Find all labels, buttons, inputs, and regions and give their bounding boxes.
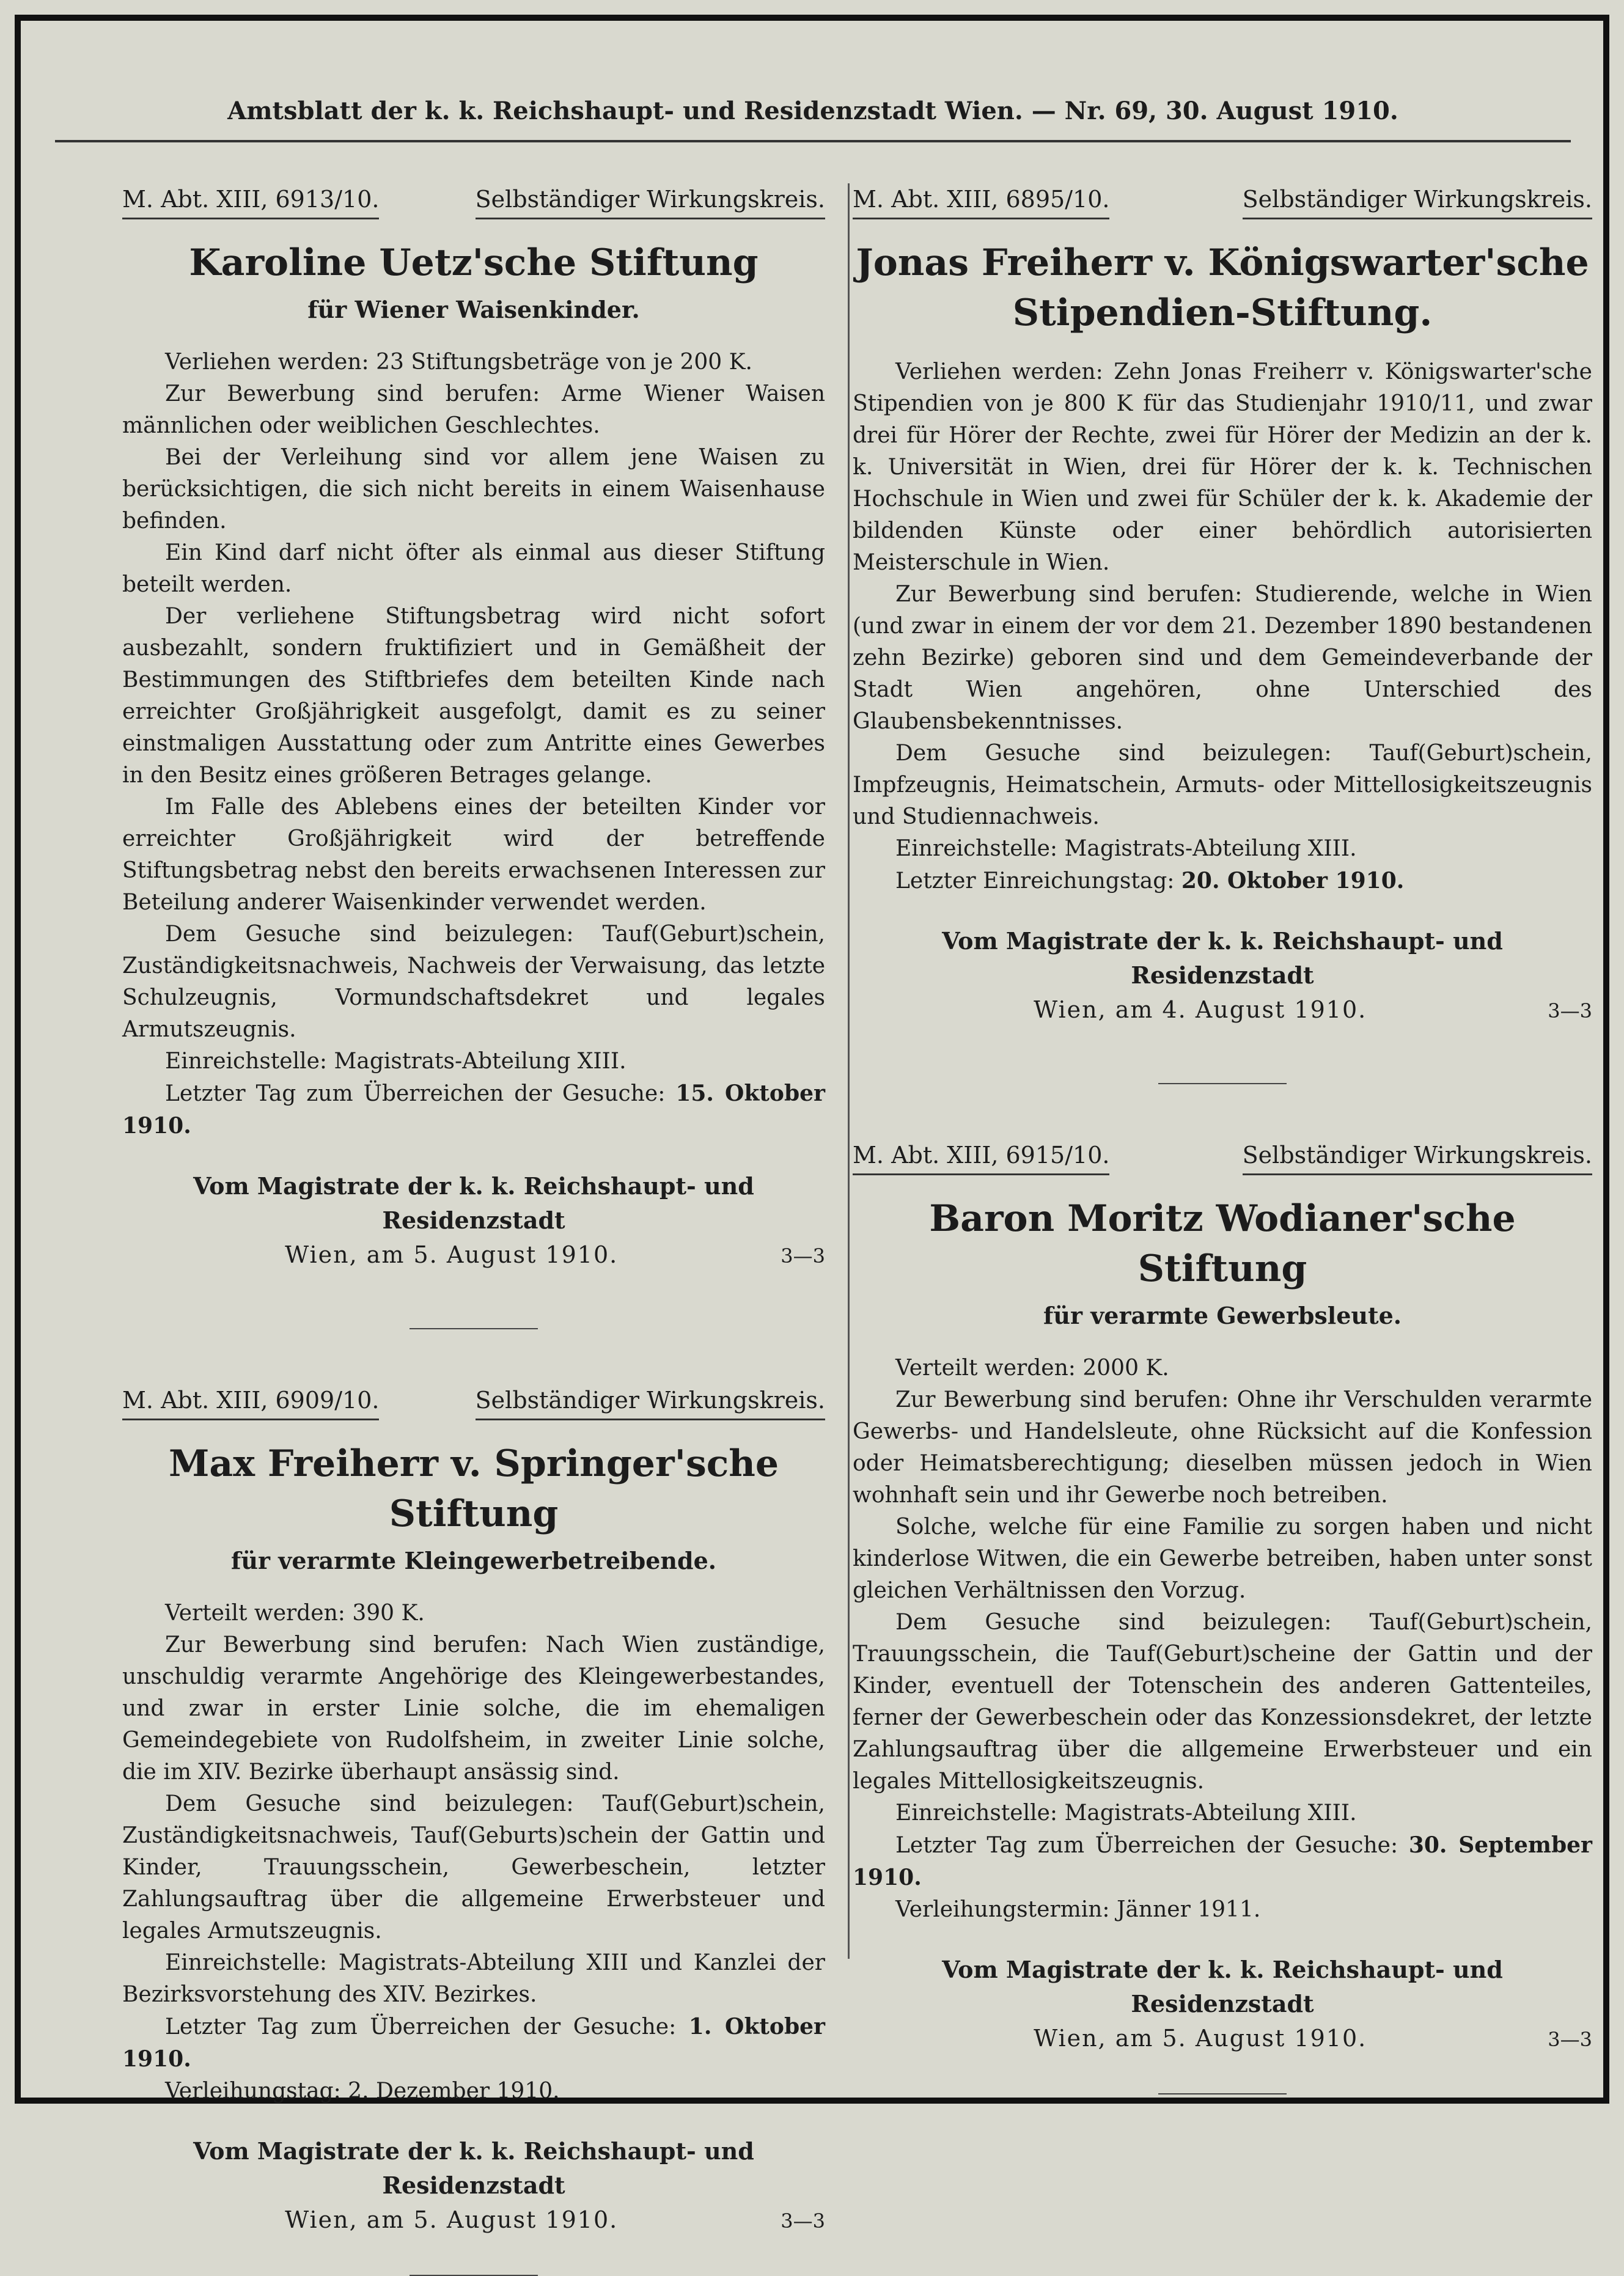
notice-subtitle: für verarmte Gewerbsleute.	[1043, 1302, 1402, 1329]
paragraph: Dem Gesuche sind beizulegen: Tauf(Geburt)schein, Impfzeugnis, Heimatschein, Armuts- oder Mittellosigkeitszeugnis und Studiennachweis.	[853, 741, 1592, 829]
place-date: Wien, am 4. August 1910.	[1034, 996, 1367, 1023]
paragraph: Einreichstelle: Magistrats-Abteilung XIII.	[165, 1049, 626, 1074]
notice-title: Karoline Uetz'sche Stiftung	[189, 241, 759, 284]
deadline-date: 30. September 1910.	[853, 1832, 1592, 1890]
issue-count: 3—3	[1548, 2028, 1592, 2051]
reference-number: M. Abt. XIII, 6909/10.	[122, 1384, 379, 1420]
signature-row	[853, 993, 1592, 1028]
place-date: Wien, am 5. August 1910.	[285, 1241, 619, 1268]
paragraph: Bei der Verleihung sind vor allem jene Waisen zu berücksichtigen, die sich nicht bereits in einem Waisenhause befinden.	[122, 445, 825, 534]
paragraph: Einreichstelle: Magistrats-Abteilung XIII und Kanzlei der Bezirksvorstehung des XIV. Bezirkes.	[122, 1950, 825, 2007]
place-date: Wien, am 5. August 1910.	[285, 2206, 619, 2233]
gazette-header: Amtsblatt der k. k. Reichshaupt- und Residenzstadt Wien. — Nr. 69, 30. August 1910.	[55, 97, 1571, 142]
deadline-label: Letzter Einreichungstag:	[895, 868, 1175, 894]
paragraph: Zur Bewerbung sind berufen: Nach Wien zuständige, unschuldig verarmte Angehörige des Kleingewerbestandes, und zwar in erster Linie solche, die im ehemaligen Gemeindegebiete von Rudolfsheim, in zweiter Linie solche, die im XIV. Bezirke überhaupt ansässig sind.	[122, 1632, 825, 1785]
signature-row	[853, 2021, 1592, 2057]
paragraph: Verliehen werden: Zehn Jonas Freiherr v. Königswarter'sche Stipendien von je 800 K für das Studienjahr 1910/11, und zwar drei für Hörer der Rechte, zwei für Hörer der Medizin an der k. k. Universität in Wien, drei für Hörer der k. k. Technischen Hochschule in Wien und zwei für Schüler der k. k. Akademie der bildenden Künste oder einer behördlich autorisierten Meisterschule in Wien.	[853, 359, 1592, 575]
deadline-label: Letzter Tag zum Überreichen der Gesuche:	[165, 2014, 677, 2039]
scope-label: Selbständiger Wirkungskreis.	[1243, 183, 1592, 219]
deadline	[853, 1829, 1592, 1894]
paragraph: Verteilt werden: 2000 K.	[895, 1356, 1169, 1381]
notice-subtitle: für Wiener Waisenkinder.	[307, 296, 640, 323]
notice-koenigswarter	[853, 183, 1592, 1084]
paragraph: Dem Gesuche sind beizulegen: Tauf(Geburt)schein, Zuständigkeitsnachweis, Tauf(Geburts)schein der Gattin und Kinder, Trauungsschein, Gewerbeschein, letzter Zahlungsauftrag über die allgemeine Erwerbsteuer und legales Armutszeugnis.	[122, 1791, 825, 1944]
paragraph: Zur Bewerbung sind berufen: Studierende, welche in Wien (und zwar in einem der vor dem 21. Dezember 1890 bestandenen zehn Bezirke) geboren sind und dem Gemeindeverbande der Stadt Wien angehören, ohne Unterschied des Glaubensbekenntnisses.	[853, 582, 1592, 734]
paragraph: Verteilt werden: 390 K.	[165, 1601, 425, 1626]
paragraph: Ein Kind darf nicht öfter als einmal aus dieser Stiftung beteilt werden.	[122, 540, 825, 597]
deadline-label: Letzter Tag zum Überreichen der Gesuche:	[165, 1081, 666, 1106]
paragraph: Zur Bewerbung sind berufen: Ohne ihr Verschulden verarmte Gewerbs- und Handelsleute, ohne Rücksicht auf die Konfession oder Heimatsberechtigung; dieselben müssen jedoch in Wien wohnhaft sein und ihr Gewerbe noch betreiben.	[853, 1387, 1592, 1508]
paragraph: Im Falle des Ablebens eines der beteilten Kinder vor erreichter Großjährigkeit wird der betreffende Stiftungsbetrag nebst den bereits erwachsenen Interessen zur Beteilung anderer Waisenkinder verwendet werden.	[122, 795, 825, 915]
paragraph: Dem Gesuche sind beizulegen: Tauf(Geburt)schein, Zuständigkeitsnachweis, Nachweis der Verwaisung, das letzte Schulzeugnis, Vormundschaftsdekret und legales Armutszeugnis.	[122, 922, 825, 1042]
paragraph: Einreichstelle: Magistrats-Abteilung XIII.	[895, 836, 1357, 861]
reference-number: M. Abt. XIII, 6895/10.	[853, 183, 1109, 219]
signature: Vom Magistrate der k. k. Reichshaupt- und Residenzstadt	[193, 1172, 754, 1234]
notice-meta	[122, 183, 825, 219]
notice-wodianer	[853, 1139, 1592, 2094]
deadline-label: Letzter Tag zum Überreichen der Gesuche:	[895, 1833, 1398, 1858]
notice-meta	[853, 183, 1592, 219]
signature: Vom Magistrate der k. k. Reichshaupt- und Residenzstadt	[942, 1956, 1503, 2017]
signature: Vom Magistrate der k. k. Reichshaupt- und Residenzstadt	[942, 927, 1503, 989]
deadline	[853, 865, 1592, 897]
paragraph: Einreichstelle: Magistrats-Abteilung XIII.	[895, 1801, 1357, 1826]
paragraph: Zur Bewerbung sind berufen: Arme Wiener Waisen männlichen oder weiblichen Geschlechtes.	[122, 381, 825, 438]
signature: Vom Magistrate der k. k. Reichshaupt- und Residenzstadt	[193, 2137, 754, 2199]
deadline	[122, 1077, 825, 1142]
separator-rule	[1158, 2093, 1287, 2094]
deadline-date: 20. Oktober 1910.	[1181, 868, 1405, 894]
column-divider	[848, 183, 850, 1959]
issue-count: 3—3	[781, 1244, 825, 1268]
deadline-date: 1. Oktober 1910.	[122, 2014, 825, 2072]
separator-rule	[1158, 1083, 1287, 1084]
notice-subtitle: für verarmte Kleingewerbetreibende.	[231, 1547, 716, 1574]
deadline-date: 15. Oktober 1910.	[122, 1081, 825, 1139]
reference-number: M. Abt. XIII, 6915/10.	[853, 1139, 1109, 1175]
separator-rule	[410, 1328, 538, 1329]
notice-title: Jonas Freiherr v. Königswarter'sche	[856, 241, 1589, 284]
notice-springer	[122, 1384, 825, 2276]
reference-number: M. Abt. XIII, 6913/10.	[122, 183, 379, 219]
scope-label: Selbständiger Wirkungskreis.	[476, 1384, 825, 1420]
notice-meta	[122, 1384, 825, 1420]
scope-label: Selbständiger Wirkungskreis.	[1243, 1139, 1592, 1175]
paragraph: Der verliehene Stiftungsbetrag wird nicht sofort ausbezahlt, sondern fruktifiziert und in Gemäßheit der Bestimmungen des Stiftbriefes dem beteilten Kinde nach erreichter Großjährigkeit ausgefolgt, damit es zu seiner einstmaligen Ausstattung oder zum Antritte eines Gewerbes in den Besitz eines größeren Betrages gelange.	[122, 604, 825, 788]
scope-label: Selbständiger Wirkungskreis.	[476, 183, 825, 219]
paragraph: Solche, welche für eine Familie zu sorgen haben und nicht kinderlose Witwen, die ein Gewerbe betreiben, haben unter sonst gleichen Verhältnissen den Vorzug.	[853, 1514, 1592, 1603]
deadline	[122, 2011, 825, 2076]
issue-count: 3—3	[1548, 999, 1592, 1022]
award-date: Verleihungstag: 2. Dezember 1910.	[165, 2079, 560, 2104]
right-column	[853, 183, 1592, 2094]
notice-title: Max Freiherr v. Springer'sche Stiftung	[168, 1442, 779, 1535]
notice-title: Baron Moritz Wodianer'sche Stiftung	[929, 1197, 1516, 1290]
award-date: Verleihungstermin: Jänner 1911.	[895, 1897, 1261, 1922]
left-column	[122, 183, 825, 2276]
paragraph: Dem Gesuche sind beizulegen: Tauf(Geburt)schein, Trauungsschein, die Tauf(Geburt)scheine der Gattin und der Kinder, eventuell der Totenschein des anderen Gattenteiles, ferner der Gewerbeschein oder das Konzessionsdekret, der letzte Zahlungsauftrag über die allgemeine Erwerbsteuer und ein legales Mittellosigkeitszeugnis.	[853, 1610, 1592, 1794]
notice-title-line2: Stipendien-Stiftung.	[1012, 292, 1433, 334]
notice-meta	[853, 1139, 1592, 1175]
signature-row	[122, 1238, 825, 1273]
paragraph: Verliehen werden: 23 Stiftungsbeträge von je 200 K.	[165, 350, 752, 375]
signature-row	[122, 2203, 825, 2238]
issue-count: 3—3	[781, 2209, 825, 2233]
place-date: Wien, am 5. August 1910.	[1034, 2025, 1367, 2052]
notice-uetz	[122, 183, 825, 1329]
